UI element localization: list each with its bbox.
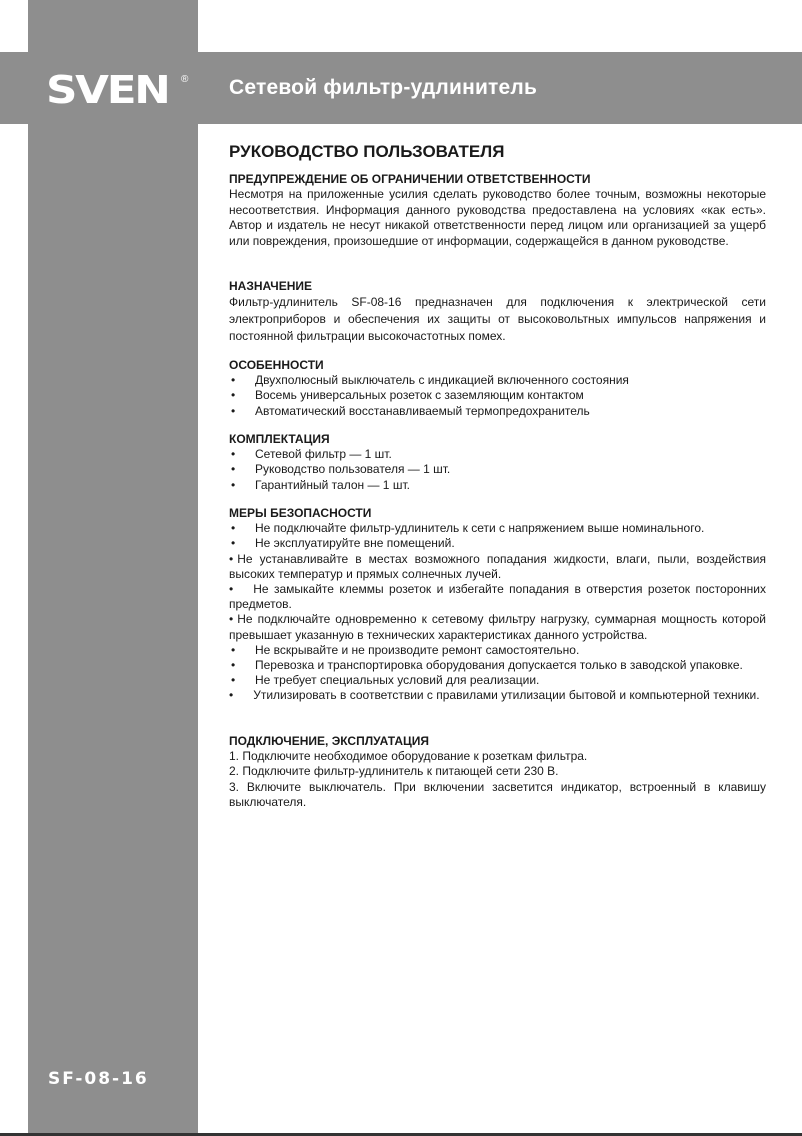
package-section — [229, 432, 766, 493]
section-heading: ОСОБЕННОСТИ — [229, 358, 324, 372]
list-item: • Не эксплуатируйте вне помещений. — [231, 536, 455, 551]
page-title: РУКОВОДСТВО ПОЛЬЗОВАТЕЛЯ — [229, 142, 505, 161]
list-item: 2. Подключите фильтр-удлинитель к питающей сети 230 В. — [229, 764, 559, 779]
sven-logo: SVEN — [46, 68, 169, 112]
disclaimer-section — [229, 172, 766, 250]
document-title: Сетевой фильтр-удлинитель — [229, 76, 538, 99]
list-item: • Перевозка и транспортировка оборудования допускается только в заводской упаковке. — [231, 658, 743, 673]
safety-section — [229, 506, 766, 704]
list-item: • Автоматический восстанавливаемый термопредохранитель — [231, 403, 590, 418]
section-heading: МЕРЫ БЕЗОПАСНОСТИ — [229, 506, 372, 520]
list-item: • Не подключайте одновременно к сетевому фильтру нагрузку, суммарная мощность которой превышает указанную в технических характеристиках данного устройства. — [229, 612, 766, 642]
connection-section — [229, 734, 766, 810]
list-item: • Не замыкайте клеммы розеток и избегайте попадания в отверстия розеток посторонних предметов. — [229, 582, 766, 612]
section-heading: ПОДКЛЮЧЕНИЕ, ЭКСПЛУАТАЦИЯ — [229, 734, 430, 748]
list-item: • Не подключайте фильтр-удлинитель к сети с напряжением выше номинального. — [231, 521, 705, 536]
list-item: 3. Включите выключатель. При включении засветится индикатор, встроенный в клавишу выключателя. — [229, 779, 766, 809]
section-text: Несмотря на приложенные усилия сделать руководство более точным, возможны некоторые несоответствия. Информация данного руководства предоставлена на условиях «как есть». Автор и издатель не несут никакой ответственности перед лицом или организацией за ущерб или повреждения, произошедшие от информации, содержащейся в данном руководстве. — [229, 187, 766, 248]
section-text: Фильтр-удлинитель SF-08-16 предназначен для подключения к электрической сети электроприборов и обеспечения их защиты от высоковольтных импульсов напряжения и постоянной фильтрации высокочастотных помех. — [229, 295, 766, 344]
list-item: • Сетевой фильтр — 1 шт. — [231, 447, 392, 462]
section-heading: НАЗНАЧЕНИЕ — [229, 279, 312, 293]
list-item: • Утилизировать в соответствии с правилами утилизации бытовой и компьютерной техники. — [229, 688, 760, 703]
registered-mark: ® — [181, 74, 189, 85]
list-item: 1. Подключите необходимое оборудование к розеткам фильтра. — [229, 749, 588, 764]
list-item: • Двухполюсный выключатель с индикацией включенного состояния — [231, 373, 629, 388]
list-item: • Не требует специальных условий для реализации. — [231, 673, 540, 688]
list-item: • Руководство пользователя — 1 шт. — [231, 462, 451, 477]
list-item: • Восемь универсальных розеток с заземляющим контактом — [231, 388, 584, 403]
side-column — [28, 0, 198, 1134]
list-item: • Не вскрывайте и не производите ремонт самостоятельно. — [231, 642, 580, 657]
section-heading: КОМПЛЕКТАЦИЯ — [229, 432, 330, 446]
list-item: • Гарантийный талон — 1 шт. — [231, 477, 410, 492]
features-section — [229, 358, 766, 419]
section-heading: ПРЕДУПРЕЖДЕНИЕ ОБ ОГРАНИЧЕНИИ ОТВЕТСТВЕННОСТИ — [229, 172, 591, 186]
list-item: • Не устанавливайте в местах возможного попадания жидкости, влаги, пыли, воздействия высоких температур и прямых солнечных лучей. — [229, 551, 766, 581]
purpose-section — [229, 279, 766, 345]
model-number: SF-08-16 — [48, 1069, 149, 1089]
